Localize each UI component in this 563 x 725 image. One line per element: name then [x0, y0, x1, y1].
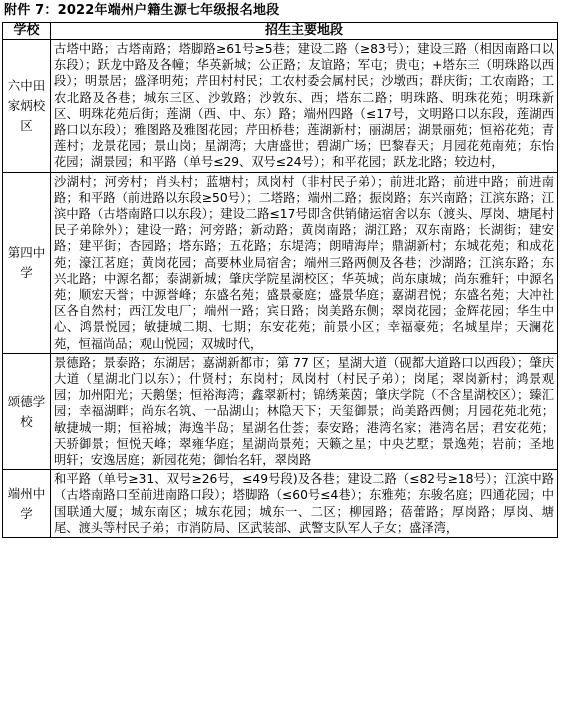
page-title: 附件 7：2022年端州户籍生源七年级报名地段 — [4, 3, 280, 18]
area-cell: 景德路；景泰路；东湖居；嘉湖新都市；第 77 区；星湖大道（砚都大道路口以西段）；肇庆大道（星湖北门以东）；什贤村；东岗村；凤岗村（村民子弟）；岗尾；翠岗新村；鸿景观园；加州阳光；天鹅堡；恒裕海湾；鑫翠新村；锦绣莱茵；肇庆学院（不含星湖校区）；臻汇园；幸福湖畔；尚东名筑、一品湖山；林隐天下；天玺御景；尚美路西侧；月园花苑北苑；敏捷城一期；恒裕城；海逸半岛；星湖名仕荟；泰安路；港湾名家；港湾名居；君安花苑；天骄御景；恒悦天峰；翠雍华庭；星湖尚景苑；天籁之星；中央艺墅；景逸苑；岩前；圣地明轩；安逸居庭；新园花苑；御怡名轩，翠岗路 — [51, 353, 558, 469]
table-row — [3, 40, 558, 173]
area-cell: 沙湖村；河旁村；肖头村；蓝塘村；凤岗村（非村民子弟）；前进北路；前进中路；前进南路；和平路（前进路以东段≥50号）；二塔路；端州二路；振岗路；东兴南路；江滨东路；江滨中路（古塔南路口以东段）；建设二路≤17号即含供销储运宿舍以东（渡头、厚岗、塘尾村民子弟除外）；建设一路；河旁路；新动路；黄岗南路；湖江路；双东南路；长湖街；建安路；建平街；杏园路；塔东路；五花路；东堤湾；朗晴海岸；鼎湖新村；东城花苑；和成花苑；濠江茗庭；黄岗花园；高要林业局宿舍；端州三路两侧及各巷；沙湖路；江滨东路；东兴北路；中源名都；泰湖新城；肇庆学院星湖校区；华英城；尚东康城；尚东雅轩；中源名苑；顺宏天誉；中源誉峰；东盛名苑；盛景豪庭；盛景华庭；嘉湖君悦；东盛名苑；大冲社区各自然村；西江发电厂；端州一路；宾日路；岗美路东侧；翠岗花园；金辉花园；华生中心、鸿景悦园；敏捷城二期、七期；东安花苑；前景小区；幸福豪苑；名城星岸；天澜花苑，恒福尚品；观山悦园；双城时代， — [51, 172, 558, 353]
area-cell: 和平路（单号≥31、双号≥26号，≤49号段)及各巷；建设二路（≤82号≥18号）；江滨中路（古塔南路口至前进南路口段）；塔脚路（≤60号≤4巷）；东雅苑；东骏名庭；四通花园；中国联通大厦；城东南区；城东花园；城东一、二区；柳园路；蓓蕾路；厚岗路；厚岗、塘尾、渡头等村民子弟；市消防局、区武装部、武警支队军人子女；盛泽湾， — [51, 470, 558, 538]
header-area: 招生主要地段 — [51, 23, 558, 40]
enrollment-table — [2, 22, 558, 538]
table-row — [3, 470, 558, 538]
area-cell: 古塔中路；古塔南路；塔脚路≥61号≥5巷；建设二路（≥83号）；建设三路（相因南路口以东段）；跃龙中路及各幢；华英新城；公正路；友谊路；军屯；贵屯；+塔东三（明珠路以西段）；明景居；盛泽明苑；芹田村村民；工农村委会属村民；沙墩西；群庆街；工农南路；工农北路及各巷；城东三区、沙敦路；沙敦东、西；塔东二路；明珠路、明珠花苑；明珠新区、明珠花苑后街；莲湖（西、中、东）路；端州四路（≤17号，文明路口以东段，莲湖西路口以东段）；雅图路及雅图花园；芹田桥巷；莲湖新村；丽湖居；湖景丽苑；恒裕花苑；青莲村；龙景花园；景山岗；星湖湾；大唐盛世；碧湖广场；巴黎春天；月园花苑南苑；东怡花园；湖景园；和平路（单号≤29、双号≤24号）；和平花园；跃龙北路；较边村， — [51, 40, 558, 173]
school-name: 端州中学 — [3, 470, 51, 538]
header-school: 学校 — [3, 23, 51, 40]
table-row — [3, 172, 558, 353]
school-name: 六中田家炳校区 — [3, 40, 51, 173]
table-row — [3, 353, 558, 469]
table-header-row — [3, 23, 558, 40]
school-name: 颂德学校 — [3, 353, 51, 469]
school-name: 第四中学 — [3, 172, 51, 353]
